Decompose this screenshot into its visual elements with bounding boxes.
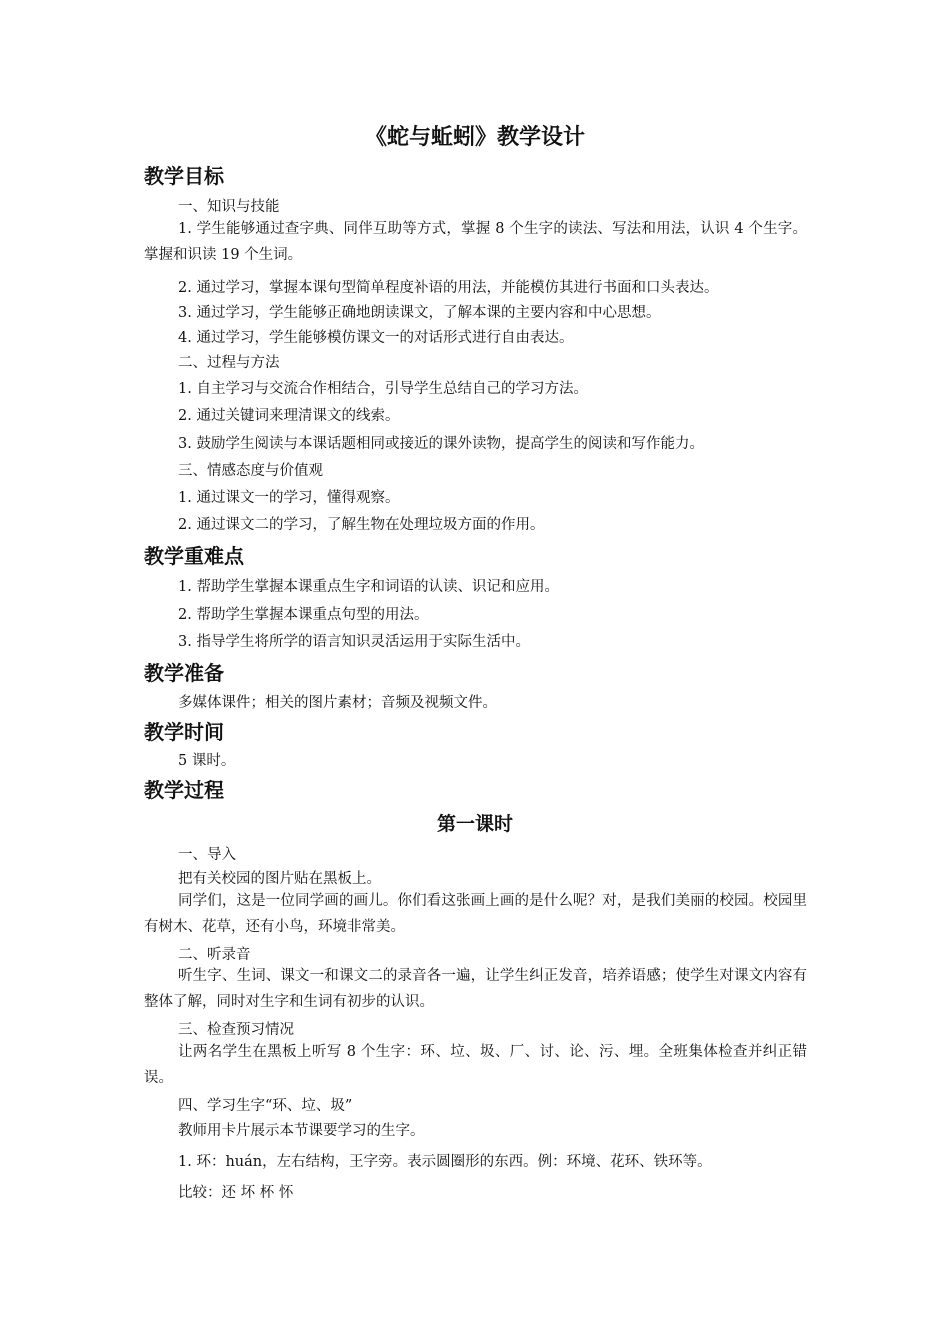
section-heading-process: 教学过程 xyxy=(144,778,224,802)
goal-knowledge-1: 1. 学生能够通过查字典、同伴互助等方式，掌握 8 个生字的读法、写法和用法，认识 4 个生字。掌握和识读 19 个生词。 xyxy=(144,221,807,263)
goal-emotion-2: 2. 通过课文二的学习，了解生物在处理垃圾方面的作用。 xyxy=(178,517,545,533)
step-learn-text-1: 教师用卡片展示本节课要学习的生字。 xyxy=(178,1123,425,1139)
step-check-text: 让两名学生在黑板上听写 8 个生字：环、垃、圾、厂、讨、论、污、埋。全班集体检查并纠正错误。 xyxy=(144,1044,807,1086)
keypoint-2: 2. 帮助学生掌握本课重点句型的用法。 xyxy=(178,607,429,623)
goal-knowledge-2: 2. 通过学习，掌握本课句型简单程度补语的用法，并能模仿其进行书面和口头表达。 xyxy=(178,280,719,296)
step-learn-heading: 四、学习生字“环、垃、圾” xyxy=(178,1098,353,1114)
step-learn-compare: 比较：还 坏 杯 怀 xyxy=(178,1185,294,1201)
section-heading-time: 教学时间 xyxy=(144,720,224,744)
lesson-heading: 第一课时 xyxy=(436,813,513,835)
keypoint-1: 1. 帮助学生掌握本课重点生字和词语的认读、识记和应用。 xyxy=(178,579,559,595)
step-listen-heading: 二、听录音 xyxy=(178,947,251,963)
goal-method-3: 3. 鼓励学生阅读与本课话题相同或接近的课外读物，提高学生的阅读和写作能力。 xyxy=(178,436,704,452)
goal-method-1: 1. 自主学习与交流合作相结合，引导学生总结自己的学习方法。 xyxy=(178,381,588,397)
step-check-heading: 三、检查预习情况 xyxy=(178,1022,294,1038)
subheading-emotion: 三、情感态度与价值观 xyxy=(178,463,323,479)
time-text: 5 课时。 xyxy=(178,753,236,769)
prep-text: 多媒体课件；相关的图片素材；音频及视频文件。 xyxy=(178,695,497,711)
subheading-knowledge: 一、知识与技能 xyxy=(178,199,280,215)
section-heading-keypoints: 教学重难点 xyxy=(144,544,244,568)
goal-knowledge-4: 4. 通过学习，学生能够模仿课文一的对话形式进行自由表达。 xyxy=(178,330,574,346)
step-listen-text: 听生字、生词、课文一和课文二的录音各一遍，让学生纠正发音，培养语感；使学生对课文内容有整体了解，同时对生字和生词有初步的认识。 xyxy=(144,968,807,1010)
subheading-method: 二、过程与方法 xyxy=(178,355,280,371)
step-intro-heading: 一、导入 xyxy=(178,847,236,863)
goal-method-2: 2. 通过关键词来理清课文的线索。 xyxy=(178,408,400,424)
section-heading-prep: 教学准备 xyxy=(144,661,224,685)
step-learn-text-2: 1. 环：huán，左右结构，王字旁。表示圆圈形的东西。例：环境、花环、铁环等。 xyxy=(178,1154,712,1170)
section-heading-goals: 教学目标 xyxy=(144,164,224,188)
step-intro-text-1: 把有关校园的图片贴在黑板上。 xyxy=(178,871,381,887)
document-title: 《蛇与蚯蚓》教学设计 xyxy=(364,125,585,150)
goal-emotion-1: 1. 通过课文一的学习，懂得观察。 xyxy=(178,490,400,506)
step-intro-text-2: 同学们，这是一位同学画的画儿。你们看这张画上画的是什么呢？对，是我们美丽的校园。校园里有树木、花草，还有小鸟，环境非常美。 xyxy=(144,893,807,935)
keypoint-3: 3. 指导学生将所学的语言知识灵活运用于实际生活中。 xyxy=(178,634,530,650)
goal-knowledge-3: 3. 通过学习，学生能够正确地朗读课文，了解本课的主要内容和中心思想。 xyxy=(178,305,661,321)
